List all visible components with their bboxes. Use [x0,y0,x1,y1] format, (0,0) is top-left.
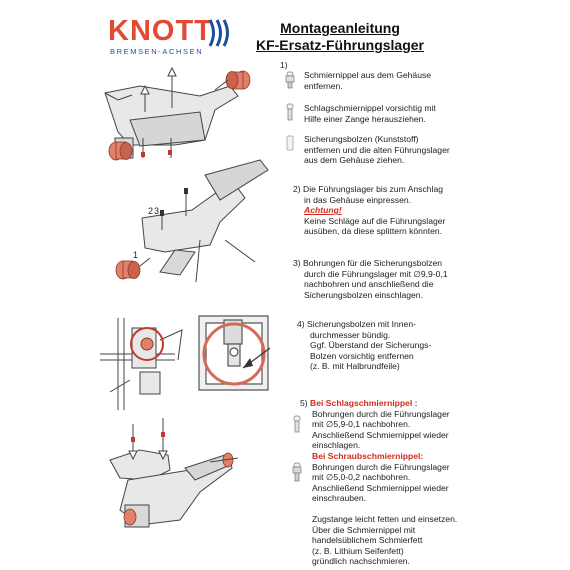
step-5-line: handelsüblichem Schmierfett [312,535,423,546]
step-5-heading-a: Bei Schlagschmiernippel : [310,398,418,408]
step-3-line-1 [293,258,493,269]
step-5-line: Anschließend Schmiernippel wieder [312,429,449,440]
figure-2-label-1: 1 [133,250,139,260]
step-3-text [293,258,493,300]
step-1-text-a [304,70,474,91]
step-4-number: 4) [297,319,305,329]
step-1-text-c [304,134,494,166]
step-2-line: Keine Schläge auf die Führungslager [304,215,446,226]
step-4-line: (z. B. mit Halbrundfeile) [310,361,400,372]
step-1-line: Schlagschmiernippel vorsichtig mit [304,103,436,113]
step-5-line: Zugstange leicht fetten und einsetzen. [312,513,458,524]
step-1-text-b [304,103,484,124]
step-5-number: 5) [300,398,308,408]
step-1-line: Sicherungsbolzen (Kunststoff) [304,134,419,144]
step-4-line: durchmesser bündig. [310,329,391,340]
step-3-line: Bohrungen für die Sicherungsbolzen [303,258,443,268]
step-3-number: 3) [293,258,301,268]
step-5-line: Über die Schmiernippel mit [312,524,416,535]
step-4-line: Sicherungsbolzen mit Innen- [307,319,416,329]
step-5-heading-b: Bei Schraubschmiernippel: [312,450,424,461]
grease-nipple-icon [285,72,295,88]
step-2-number: 2) [293,184,301,194]
step-2-line: ausüben, da diese splittern könnten. [304,226,443,237]
title-line-1: Montageanleitung [280,20,400,36]
step-1-line: aus dem Gehäuse ziehen. [304,155,405,166]
step-4-line: Bolzen vorsichtig entfernen [310,350,414,361]
step-5-text [300,398,480,567]
logo-subtitle: BREMSEN-ACHSEN [110,47,204,56]
title-line-2: KF-Ersatz-Führungslager [255,37,424,53]
step-2-line: in das Gehäuse einpressen. [304,194,412,205]
locking-bolt-icon [285,136,295,150]
step-1-line: entfernen. [304,80,343,91]
step-4-line: Ggf. Überstand der Sicherungs- [310,340,432,351]
step-1-line: Hilfe einer Zange herausziehen. [304,113,426,124]
step-4-line-1 [297,319,467,330]
step-5-line: Bohrungen durch die Führungslager [312,408,450,419]
logo-name: KNOTT [108,15,213,47]
step-5-line: Anschließend Schmiernippel wieder [312,482,449,493]
figure-2-label-3: 3 [154,206,160,216]
step-1-line: Schmiernippel aus dem Gehäuse [304,70,432,80]
step-2-text [293,184,493,237]
step-4-text [297,319,467,372]
figure-2-label-2: 2 [148,206,154,216]
step-1-number: 1) [280,60,288,70]
step-3-line: nachbohren und anschließend die [304,279,434,290]
step-3-line: durch die Führungslager mit ∅9,9-0,1 [304,268,448,279]
step-2-line: Die Führungslager bis zum Anschlag [303,184,444,194]
step-5-line: mit ∅5,0-0,2 nachbohren. [312,472,411,483]
step-5-line: mit ∅5,9-0,1 nachbohren. [312,419,411,430]
step-3-line: Sicherungsbolzen einschlagen. [304,289,423,300]
impact-grease-nipple-icon [285,104,295,120]
step-5-line: einschlagen. [312,440,361,451]
step-2-warning: Achtung! [304,205,342,216]
step-5-line: einschrauben. [312,493,366,504]
step-5-heading-a-line [300,398,480,409]
step-5-line: Bohrungen durch die Führungslager [312,461,450,472]
step-5-line: (z. B. Lithium Seifenfett) [312,545,404,556]
step-2-line-1 [293,184,493,195]
step-1-line: entfernen und die alten Führungslager [304,144,450,155]
step-5-line: gründlich nachschmieren. [312,556,410,567]
